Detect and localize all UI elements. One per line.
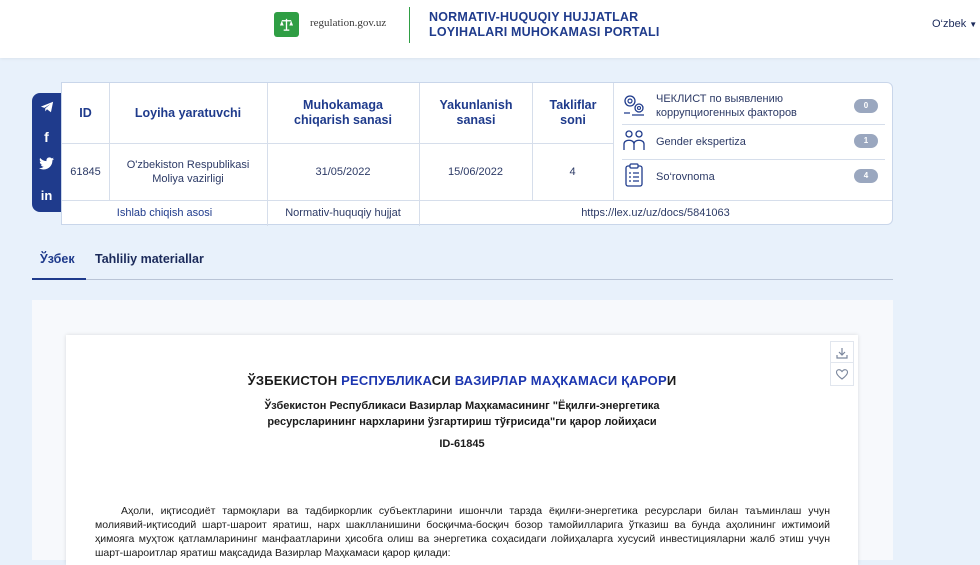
gender-expertise-label: Gender ekspertiza <box>656 136 746 148</box>
portal-title-line2: LOYIHALARI MUHOKAMASI PORTALI <box>429 25 660 39</box>
checklist-corruption-label: ЧЕКЛИСТ по выявлению коррупциогенных факторов <box>656 93 797 119</box>
language-selector[interactable] <box>932 18 977 30</box>
survey-count: 4 <box>854 169 878 183</box>
download-icon <box>836 347 848 359</box>
end-date: 15/06/2022 <box>447 165 504 178</box>
header-discussion-date: Muhokamaga chiqarish sanasi <box>294 98 392 127</box>
linkedin-icon[interactable]: in <box>40 188 53 203</box>
site-domain[interactable]: regulation.gov.uz <box>310 17 387 29</box>
document-body: Аҳоли, иқтисодиёт тармоқлари ва тадбиркорлик субъектларини ишончли тарзда ёқилғи-энергетика ресурслари билан таъминлаш учун молиявий-иқтисодий шарт-шароит яратиш, нарх шаклланишини босқичма-босқич бозор тамойилларига ўтказиш ва бунда аҳолининг ижтимоий ҳимояга муҳтож қатламларининг манфаатларини ҳисобга олиш ва энергетика соҳасидаги лойиҳаларга хусусий инвестицияларни жалб этиш учун шарт-шароитлар яратиш мақсадида Вазирлар Маҳкамаси қарор қилади: <box>95 505 830 559</box>
legal-document-link[interactable]: https://lex.uz/uz/docs/5841063 <box>581 206 730 219</box>
header-divider <box>409 7 410 43</box>
portal-title[interactable] <box>429 10 660 40</box>
discussion-date: 31/05/2022 <box>315 165 371 178</box>
tabs-divider <box>32 279 893 280</box>
header-creator: Loyiha yaratuvchi <box>134 105 242 120</box>
checklist-corruption-row[interactable] <box>622 89 892 125</box>
tab-analytical-materials[interactable]: Tahliliy materiallar <box>95 252 204 266</box>
divider <box>613 83 614 200</box>
gender-expertise-row[interactable] <box>622 124 892 160</box>
tab-uzbek[interactable]: Ўзбек <box>40 252 75 266</box>
survey-label: So‘rovnoma <box>656 171 715 183</box>
checklist-corruption-count: 0 <box>854 99 878 113</box>
basis-value: Normativ-huquqiy hujjat <box>285 206 401 219</box>
scales-logo-icon[interactable] <box>274 12 299 37</box>
basis-label: Ishlab chiqish asosi <box>116 206 213 219</box>
site-header <box>0 0 980 58</box>
twitter-icon[interactable] <box>32 157 61 173</box>
proposals-count: 4 <box>569 165 576 178</box>
telegram-icon[interactable] <box>32 100 61 117</box>
document-subtitle: Ўзбекистон Республикаси Вазирлар Маҳкамасининг "Ёқилғи-энергетика ресурсларининг нархларини ўзгартириш тўғрисида"ги қарор лойиҳаси <box>264 400 660 428</box>
document-title <box>66 373 858 388</box>
header-end-date: Yakunlanish sanasi <box>439 98 513 127</box>
gender-expertise-count: 1 <box>854 134 878 148</box>
survey-row[interactable] <box>622 159 892 195</box>
checklist-gears-icon <box>622 93 646 117</box>
gender-people-icon <box>622 128 646 152</box>
active-tab-indicator <box>32 278 86 280</box>
title-part: ЎЗБЕКИСТОН <box>247 373 342 388</box>
portal-title-line1: NORMATIV-HUQUQIY HUJJATLAR <box>429 10 639 24</box>
title-highlight: РЕСПУБЛИКА <box>341 373 432 388</box>
title-part: СИ <box>431 373 455 388</box>
document-id: ID-61845 <box>439 438 485 450</box>
project-info-card <box>61 82 893 225</box>
survey-clipboard-icon <box>622 163 646 187</box>
project-creator: O'zbekiston Respublikasi Moliya vazirligi <box>126 158 250 185</box>
language-label: O‘zbek <box>932 18 967 30</box>
social-share-bar <box>32 93 61 212</box>
title-highlight: ВАЗИРЛАР МАҲКАМАСИ ҚАРОР <box>454 373 667 388</box>
facebook-icon[interactable]: f <box>44 129 49 145</box>
caret-down-icon: ▼ <box>969 20 978 29</box>
header-proposals: Takliflar soni <box>549 98 597 127</box>
header-id: ID <box>79 105 92 120</box>
project-id: 61845 <box>70 165 101 178</box>
title-part: И <box>666 373 677 388</box>
